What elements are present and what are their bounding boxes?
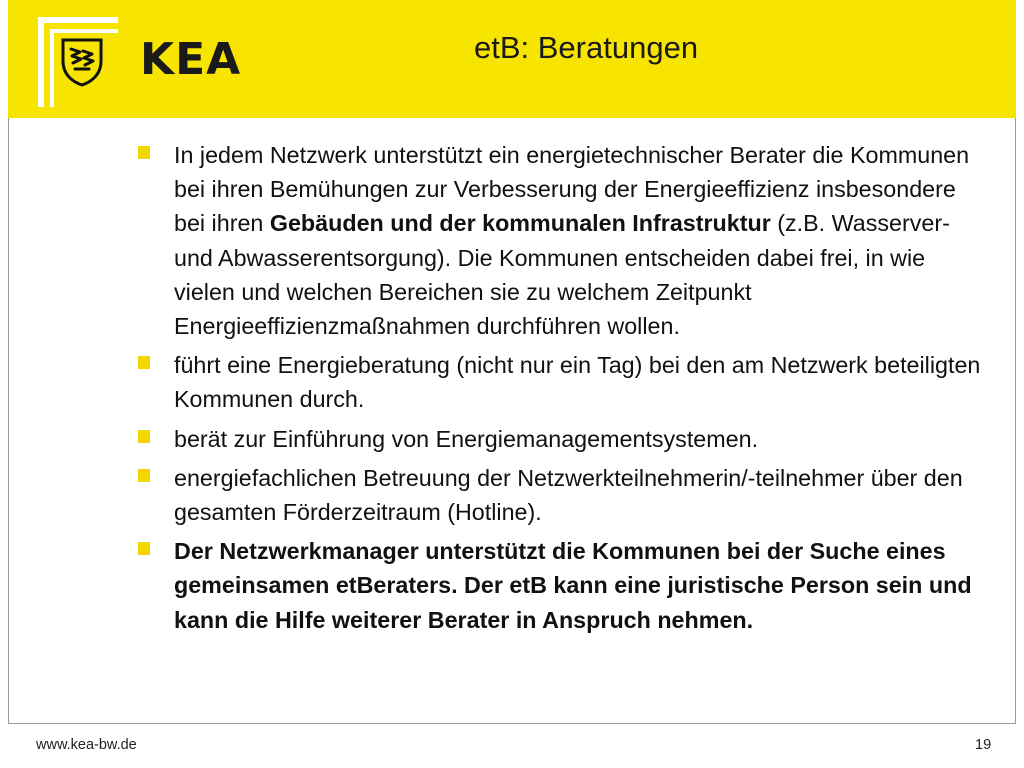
bullet-text-part: (z.B. Wasserver- und Abwasserentsorgung). Die Kommunen entscheiden dabei frei, in wie vielen und welchen Bereichen sie zu welchem Zeitpunkt Energieeffizienzmaßnahmen durchführen wollen.	[174, 210, 950, 340]
bullet-text: berät zur Einführung von Energiemanagementsystemen.	[174, 425, 759, 452]
bullet-text: Der Netzwerkmanager unterstützt die Kommunen bei der Suche eines gemeinsamen etBeraters. Der etB kann eine juristische Person sein und kann die Hilfe weiterer Berater in Anspruch nehmen.	[174, 538, 972, 633]
square-bullet-icon	[138, 542, 150, 555]
footer-url: www.kea-bw.de	[36, 737, 137, 753]
slide-title: etB: Beratungen	[474, 30, 699, 65]
bullet-text: führt eine Energieberatung (nicht nur ein Tag) bei den am Netzwerk beteiligten Kommunen durch.	[174, 352, 981, 413]
bullet-item	[130, 422, 990, 456]
bullet-text-bold: Gebäuden und der kommunalen Infrastruktur	[269, 210, 771, 237]
square-bullet-icon	[138, 356, 150, 369]
bullet-item	[130, 461, 990, 529]
bullet-list	[130, 138, 990, 642]
bullet-text: energiefachlichen Betreuung der Netzwerkteilnehmerin/-teilnehmer über den gesamten Förderzeitraum (Hotline).	[174, 464, 963, 526]
slide-header	[8, 0, 1016, 118]
coat-of-arms-icon	[59, 37, 105, 87]
square-bullet-icon	[138, 430, 150, 443]
page-number: 19	[975, 737, 992, 753]
bullet-item	[130, 138, 990, 343]
square-bullet-icon	[138, 469, 150, 482]
bullet-item	[130, 534, 990, 637]
brand-logo-text: KEA	[140, 34, 242, 85]
bullet-text-part: In jedem Netzwerk unterstützt ein energietechnischer Berater die Kommunen bei ihren Bemühungen zur Verbesserung der Energieeffizienz insbesondere bei ihren	[174, 142, 970, 237]
bullet-item	[130, 348, 990, 416]
square-bullet-icon	[138, 146, 150, 159]
